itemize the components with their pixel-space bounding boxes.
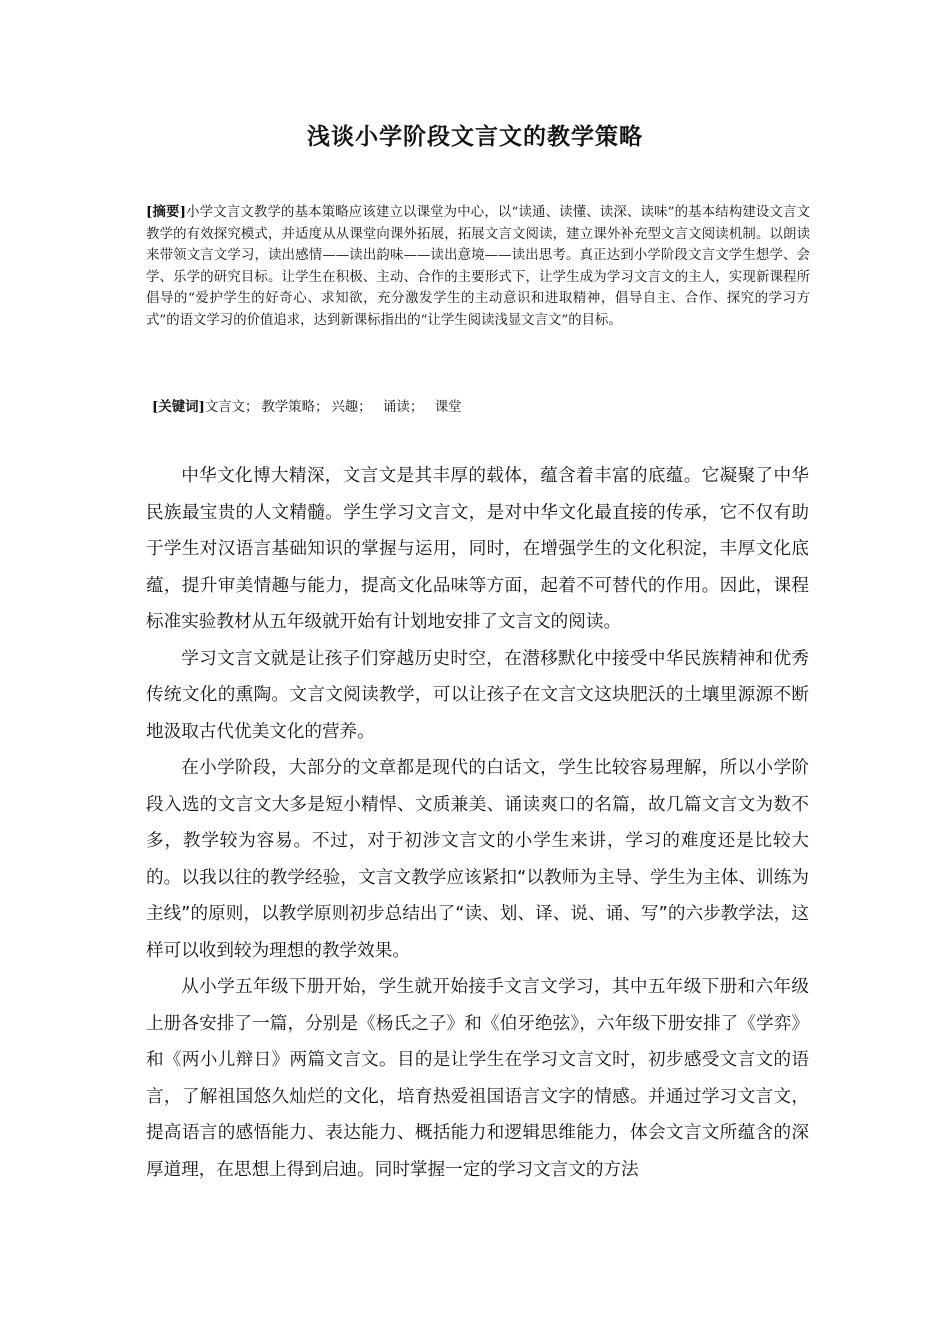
keyword: 诵读； bbox=[383, 400, 424, 415]
paragraph: 从小学五年级下册开始，学生就开始接手文言文学习，其中五年级下册和六年级上册各安排了一篇，分别是《杨氏之子》和《伯牙绝弦》，六年级下册安排了《学弈》和《两小儿辩日》两篇文言文。目的是让学生在学习文言文时，初步感受文言文的语言，了解祖国悠久灿烂的文化，培育热爱祖国语言文字的情感。并通过学习文言文，提高语言的感悟能力、表达能力、概括能力和逻辑思维能力，体会文言文所蕴含的深厚道理，在思想上得到启迪。同时掌握一定的学习文言文的方法 bbox=[146, 977, 809, 1180]
keywords-label: [关键词] bbox=[152, 399, 205, 415]
keywords bbox=[152, 397, 812, 418]
keyword: 兴趣； bbox=[331, 400, 372, 415]
keyword: 课堂 bbox=[434, 400, 462, 415]
document-title: 浅谈小学阶段文言文的教学策略 bbox=[307, 124, 643, 150]
keyword: 文言文； bbox=[204, 400, 259, 415]
body-text bbox=[146, 458, 809, 1188]
abstract-text: 小学文言文教学的基本策略应该建立以课堂为中心，以“读通、读懂、读深、读味”的基本结构建设文言文教学的有效探究模式，并适度从从课堂向课外拓展，拓展文言文阅读，建立课外补充型文言文阅读机制。以朗读来带领文言文学习，读出感情——读出韵味——读出意境——读出思考。真正达到小学阶段文言文学生想学、会学、乐学的研究目标。让学生在积极、主动、合作的主要形式下，让学生成为学习文言文的主人，实现新课程所倡导的“爱护学生的好奇心、求知欲，充分激发学生的主动意识和进取精神，倡导自主、合作、探究的学习方式”的语文学习的价值追求，达到新课标指出的“让学生阅读浅显文言文”的目标。 bbox=[146, 205, 810, 328]
abstract bbox=[146, 202, 810, 331]
abstract-label: [摘要] bbox=[146, 204, 186, 220]
keyword: 教学策略； bbox=[261, 400, 329, 415]
paragraph: 学习文言文就是让孩子们穿越历史时空，在潜移默化中接受中华民族精神和优秀传统文化的熏陶。文言文阅读教学，可以让孩子在文言文这块肥沃的土壤里源源不断地汲取古代优美文化的营养。 bbox=[146, 648, 809, 742]
paragraph: 中华文化博大精深，文言文是其丰厚的载体，蕴含着丰富的底蕴。它凝聚了中华民族最宝贵的人文精髓。学生学习文言文，是对中华文化最直接的传承，它不仅有助于学生对汉语言基础知识的掌握与运用，同时，在增强学生的文化积淀，丰厚文化底蕴，提升审美情趣与能力，提高文化品味等方面，起着不可替代的作用。因此，课程标准实验教材从五年级就开始有计划地安排了文言文的阅读。 bbox=[146, 466, 809, 632]
paragraph: 在小学阶段，大部分的文章都是现代的白话文，学生比较容易理解，所以小学阶段入选的文言文大多是短小精悍、文质兼美、诵读爽口的名篇，故几篇文言文为数不多，教学较为容易。不过，对于初涉文言文的小学生来讲，学习的难度还是比较大的。以我以往的教学经验，文言文教学应该紧扣“以教师为主导、学生为主体、训练为主线”的原则，以教学原则初步总结出了“读、划、译、说、诵、写”的六步教学法，这样可以收到较为理想的教学效果。 bbox=[146, 758, 809, 961]
